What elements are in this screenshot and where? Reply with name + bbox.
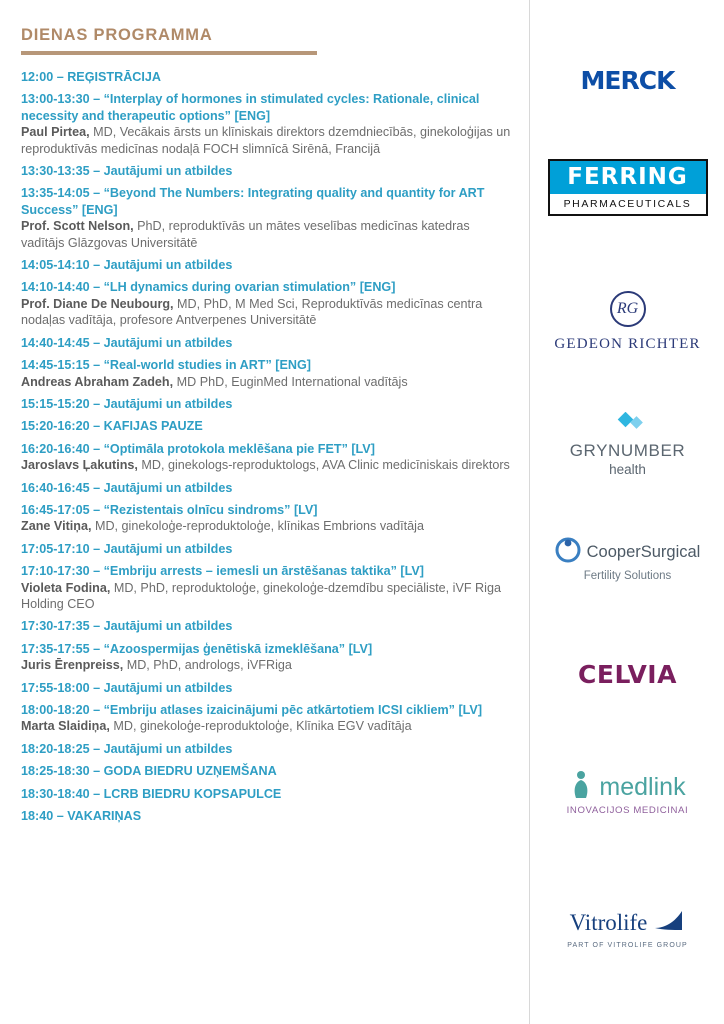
entry-time-title: 15:20-16:20 – KAFIJAS PAUZE [21,419,203,434]
entry-time-title: 17:55-18:00 – Jautājumi un atbildes [21,680,233,695]
entry-speaker-name: Jaroslavs Ļakutins, [21,458,138,473]
entry-speaker-line [21,124,515,157]
entry-time-title: 15:15-15:20 – Jautājumi un atbildes [21,396,233,411]
entry-headline [21,335,515,351]
logo-grynumber-health [531,408,724,480]
sponsor-column [531,0,724,1024]
programme-entry [21,357,515,390]
coopersurgical-wordmark: CooperSurgical [586,542,701,561]
entry-speaker-line [21,518,515,534]
programme-entry [21,786,515,802]
entry-time-title: 16:20-16:40 – “Optimāla protokola meklēšana pie FET” [LV] [21,441,375,456]
entry-headline [21,91,515,124]
programme-entry [21,69,515,85]
coopersurgical-row [555,537,701,568]
logo-ferring [531,148,724,226]
entry-speaker-line [21,374,515,390]
logo-vitrolife [531,900,724,956]
entry-speaker-description: MD, PhD, M Med Sci, Reproduktīvās medicīnas centra nodaļas vadītāja, profesore Antverpenes Universitātē [21,296,483,328]
entry-time-title: 18:00-18:20 – “Embriju atlases izaicinājumi pēc atkārtotiem ICSI cikliem” [LV] [21,703,483,717]
entry-headline [21,763,515,779]
entry-time-title: 18:30-18:40 – LCRB BIEDRU KOPSAPULCE [21,786,282,801]
programme-entry [21,680,515,696]
entry-speaker-line [21,718,515,734]
programme-entry [21,257,515,273]
entry-time-title: 17:35-17:55 – “Azoospermijas ģenētiskā izmeklēšana” [LV] [21,641,373,656]
entry-time-title: 12:00 – REĢISTRĀCIJA [21,70,161,84]
programme-entry [21,335,515,351]
programme-entry [21,441,515,474]
entry-speaker-name: Marta Slaidiņa, [21,719,110,734]
entry-time-title: 13:35-14:05 – “Beyond The Numbers: Integrating quality and quantity for ART Success” [ENG] [21,186,485,217]
programme-entry [21,279,515,328]
entry-time-title: 14:45-15:15 – “Real-world studies in ART” [ENG] [21,358,311,373]
entry-speaker-name: Paul Pirtea, [21,125,90,140]
programme-entry [21,641,515,674]
entry-speaker-description: PhD, reproduktīvās un mātes veselības medicīnas katedras vadītājs Glāzgovas Universitātē [21,219,470,250]
coopersurgical-swirl-icon [555,537,581,568]
entry-speaker-description: MD, Vecākais ārsts un klīniskais direktors dzemdniecībās, ginekoloģijas un reproduktīvās medicīnas nodaļā FOCH slimnīcā Sirēnā, Francijā [21,125,511,156]
entry-time-title: 13:00-13:30 – “Interplay of hormones in stimulated cycles: Rationale, clinical necessity and therapeutic options” [ENG] [21,92,480,123]
entry-time-title: 17:05-17:10 – Jautājumi un atbildes [21,541,233,556]
entry-headline [21,163,515,179]
entry-speaker-description: MD, ginekoloģe-reproduktoloģe, klīnikas Embrions vadītāja [94,519,424,534]
entry-speaker-name: Juris Ērenpreiss, [21,658,124,673]
entry-speaker-description: MD, ginekoloģe-reproduktoloģe, Klīnika EGV vadītāja [113,719,412,734]
programme-entry [21,418,515,434]
programme-entry [21,163,515,179]
page-title: DIENAS PROGRAMMA [21,26,213,44]
medlink-row [569,770,685,805]
programme-entry [21,808,515,824]
programme-entry [21,541,515,557]
coopersurgical-subtitle: Fertility Solutions [583,569,672,582]
gedeon-richter-wordmark: GEDEON RICHTER [554,336,701,352]
entry-time-title: 18:20-18:25 – Jautājumi un atbildes [21,741,233,756]
entry-time-title: 13:30-13:35 – Jautājumi un atbildes [21,164,233,179]
entry-headline [21,786,515,802]
entry-headline [21,69,515,85]
entry-headline [21,641,515,657]
programme-entry [21,91,515,157]
entry-headline [21,702,515,718]
programme-entry [21,763,515,779]
entry-headline [21,357,515,373]
logo-merck [531,58,724,102]
entry-time-title: 18:25-18:30 – GODA BIEDRU UZŅEMŠANA [21,764,277,779]
entry-headline [21,502,515,518]
medlink-subtitle: INOVACIJOS MEDICINAI [566,805,689,816]
entry-headline [21,257,515,273]
entry-headline [21,618,515,634]
entry-time-title: 14:05-14:10 – Jautājumi un atbildes [21,258,233,273]
entry-time-title: 14:40-14:45 – Jautājumi un atbildes [21,335,233,350]
merck-wordmark: MERCK [580,65,675,95]
entry-speaker-name: Prof. Scott Nelson, [21,219,134,234]
ferring-logo-frame [548,159,708,216]
entry-speaker-description: MD PhD, EuginMed International vadītājs [176,374,408,389]
ferring-subtitle: PHARMACEUTICALS [563,197,692,210]
entry-headline [21,741,515,757]
vitrolife-subtitle: PART OF VITROLIFE GROUP [567,941,688,949]
entry-headline [21,541,515,557]
entry-headline [21,418,515,434]
entry-headline [21,185,515,218]
entry-time-title: 17:30-17:35 – Jautājumi un atbildes [21,619,233,634]
programme-entry [21,618,515,634]
entry-speaker-name: Violeta Fodina, [21,580,111,595]
entry-speaker-line [21,218,515,251]
entry-headline [21,441,515,457]
entry-time-title: 18:40 – VAKARIŅAS [21,809,142,824]
entry-headline [21,563,515,579]
celvia-wordmark: CELVIA [578,659,677,689]
logo-coopersurgical [531,528,724,590]
entry-headline [21,396,515,412]
grynumber-wordmark: GRYNUMBER [569,440,686,460]
entry-speaker-line [21,657,515,673]
entry-speaker-description: MD, PhD, reproduktoloģe, ginekoloģe-dzemdību speciāliste, iVF Riga Holding CEO [21,580,501,611]
logo-medlink [531,762,724,824]
programme-entry [21,741,515,757]
title-underline-divider [21,51,317,55]
entry-time-title: 14:10-14:40 – “LH dynamics during ovarian stimulation” [ENG] [21,280,396,295]
gedeon-richter-monogram-icon: RG [610,291,646,327]
entry-time-title: 16:45-17:05 – “Rezistentais olnīcu sindroms” [LV] [21,502,318,517]
vitrolife-swoosh-icon [653,908,685,939]
programme-entry [21,702,515,735]
entry-speaker-description: MD, PhD, andrologs, iVFRiga [126,658,292,673]
programme-entry [21,185,515,251]
vitrolife-row [570,908,686,939]
grynumber-diamond-icon [606,412,650,439]
programme-entry-list [18,69,515,824]
grynumber-subtitle: health [609,461,646,477]
entry-time-title: 17:10-17:30 – “Embriju arrests – iemesli un ārstēšanas taktika” [LV] [21,564,424,579]
medlink-wordmark: medlink [599,773,686,801]
entry-speaker-name: Prof. Diane De Neubourg, [21,296,174,311]
vitrolife-wordmark: Vitrolife [569,910,648,935]
entry-headline [21,680,515,696]
ferring-wordmark: FERRING [550,161,706,194]
entry-headline [21,808,515,824]
entry-speaker-line [21,580,515,613]
programme-entry [21,480,515,496]
programme-entry [21,396,515,412]
programme-entry [21,563,515,612]
logo-celvia [531,652,724,696]
entry-speaker-name: Zane Vitiņa, [21,519,92,534]
entry-headline [21,279,515,295]
programme-entry [21,502,515,535]
medlink-figure-icon [569,770,593,805]
entry-headline [21,480,515,496]
entry-speaker-line [21,296,515,329]
entry-time-title: 16:40-16:45 – Jautājumi un atbildes [21,480,233,495]
entry-speaker-line [21,457,515,473]
entry-speaker-description: MD, ginekologs-reproduktologs, AVA Clinic medicīniskais direktors [141,458,510,473]
logo-gedeon-richter [531,282,724,362]
entry-speaker-name: Andreas Abraham Zadeh, [21,374,174,389]
